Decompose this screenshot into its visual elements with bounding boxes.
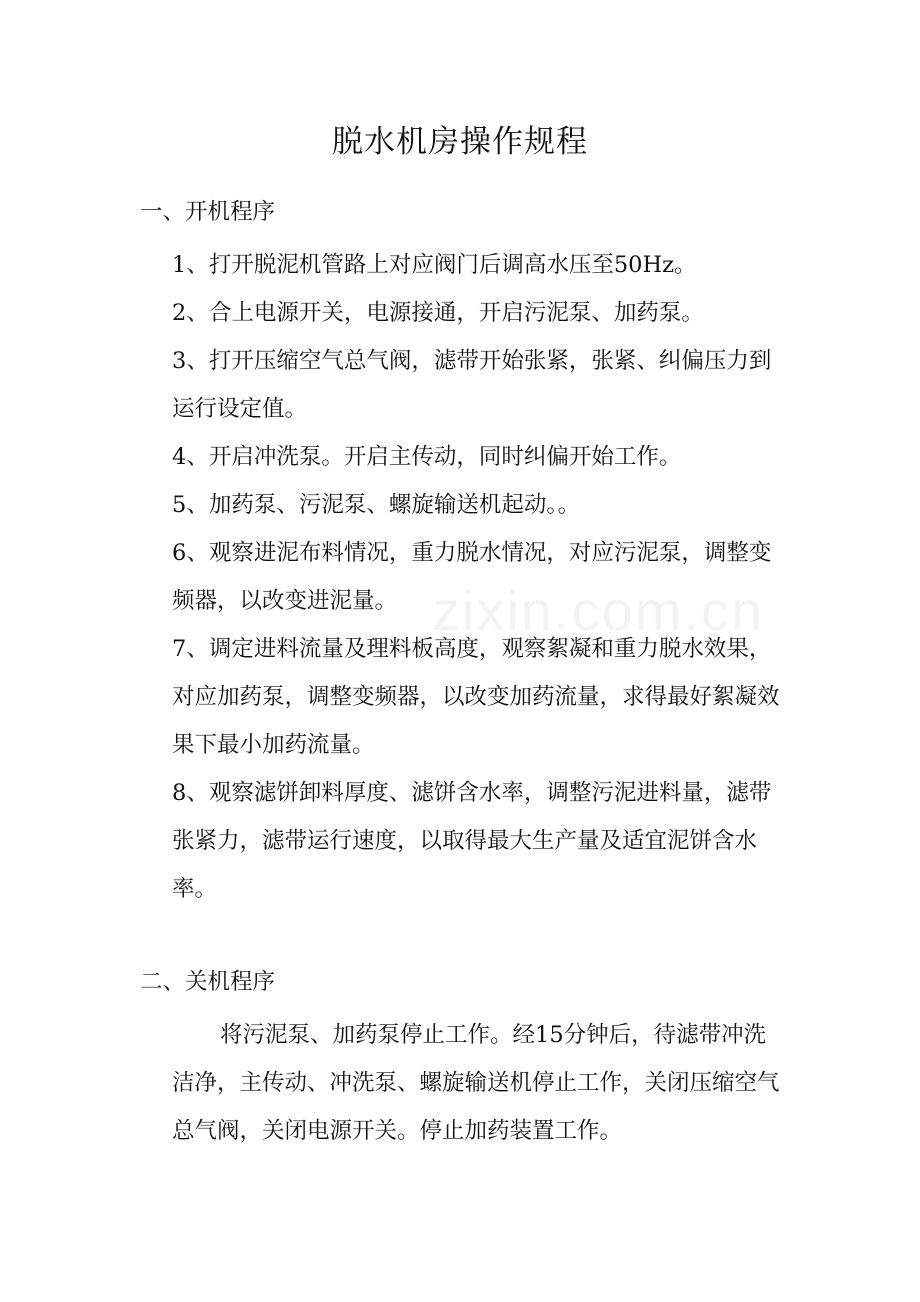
list-item: 7、调定进料流量及理料板高度，观察絮凝和重力脱水效果，对应加药泵，调整变频器，以改变加药流量，求得最好絮凝效果下最小加药流量。 [172,636,780,758]
document-title: 脱水机房操作规程 [332,124,588,160]
list-item: 3、打开压缩空气总气阀，滤带开始张紧，张紧、纠偏压力到运行设定值。 [172,348,772,422]
section-heading-shutdown: 二、关机程序 [140,969,276,995]
section-heading-startup: 一、开机程序 [140,199,276,225]
watermark: zixin.com.cn [432,579,765,642]
list-item: 4、开启冲洗泵。开启主传动，同时纠偏开始工作。 [172,444,682,470]
list-item: 6、观察进泥布料情况，重力脱水情况，对应污泥泵，调整变频器，以改变进泥量。 [172,540,772,614]
shutdown-paragraph: 将污泥泵、加药泵停止工作。经15分钟后，待滤带冲洗洁净，主传动、冲洗泵、螺旋输送机停止工作，关闭压缩空气总气阀，关闭电源开关。停止加药装置工作。 [172,1022,780,1144]
list-item: 5、加药泵、污泥泵、螺旋输送机起动。。 [172,492,581,518]
startup-steps-list [172,241,784,913]
list-item: 8、观察滤饼卸料厚度、滤饼含水率，调整污泥进料量，滤带张紧力，滤带运行速度，以取得最大生产量及适宜泥饼含水率。 [172,780,772,902]
list-item: 2、合上电源开关，电源接通，开启污泥泵、加药泵。 [172,300,704,326]
list-item: 1、打开脱泥机管路上对应阀门后调高水压至50Hz。 [172,252,697,278]
